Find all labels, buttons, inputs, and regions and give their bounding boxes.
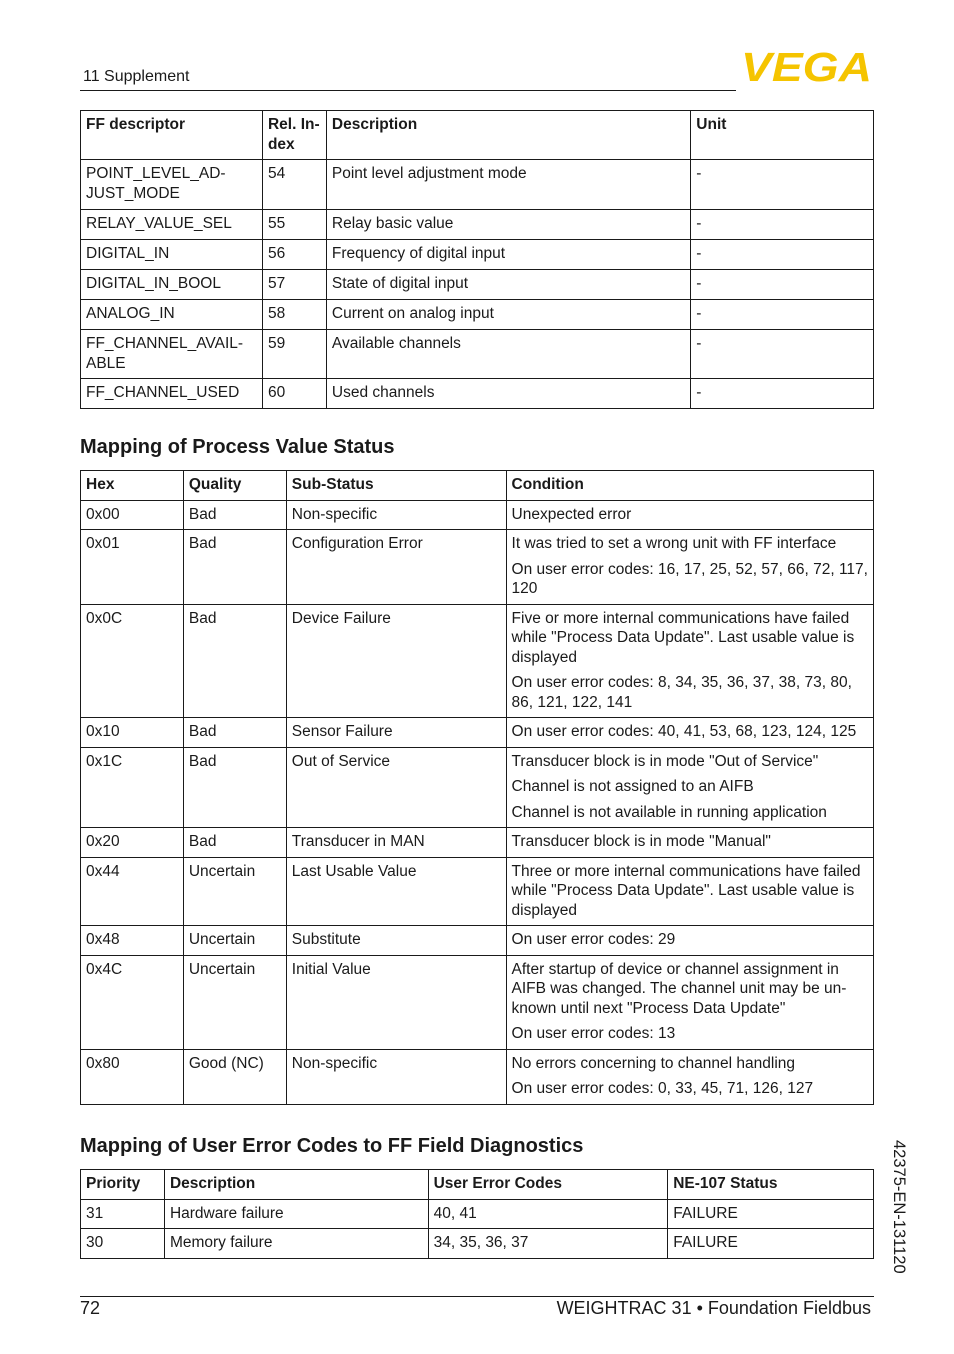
cell-unit: - [691, 270, 874, 300]
section-title-process-value-status: Mapping of Process Value Status [80, 436, 395, 458]
cell-quality: Bad [183, 530, 286, 605]
condition-line: It was tried to set a wrong unit with FF interface [511, 535, 837, 552]
cell-priority: 31 [81, 1199, 165, 1229]
col-quality: Quality [183, 471, 286, 501]
condition-line: Channel is not available in running application [511, 803, 827, 821]
cell-unit: - [691, 210, 874, 240]
col-rel-index: Rel. In-dex [262, 111, 326, 160]
table-row [81, 857, 874, 926]
cell-sub-status: Device Failure [286, 604, 506, 718]
cell-description: Hardware failure [164, 1199, 428, 1229]
cell-condition [506, 1049, 873, 1104]
table-row [81, 926, 874, 956]
cell-hex: 0x80 [81, 1049, 184, 1104]
cell-sub-status: Initial Value [286, 955, 506, 1049]
table-row [81, 1199, 874, 1229]
section-title-user-error-codes: Mapping of User Error Codes to FF Field Diagnostics [80, 1135, 584, 1157]
cell-rel-index: 56 [262, 240, 326, 270]
cell-condition [506, 500, 873, 530]
table-row [81, 604, 874, 718]
cell-quality: Good (NC) [183, 1049, 286, 1104]
cell-quality: Uncertain [183, 955, 286, 1049]
cell-sub-status: Transducer in MAN [286, 828, 506, 858]
cell-quality: Bad [183, 828, 286, 858]
cell-description: Memory failure [164, 1229, 428, 1259]
document-title: WEIGHTRAC 31 • Foundation Fieldbus [556, 1298, 871, 1318]
table-row [81, 828, 874, 858]
cell-hex: 0x48 [81, 926, 184, 956]
cell-condition [506, 747, 873, 828]
cell-description: Relay basic value [326, 210, 690, 240]
table-row [81, 210, 874, 240]
cell-sub-status: Substitute [286, 926, 506, 956]
cell-descriptor: RELAY_VALUE_SEL [81, 210, 263, 240]
cell-condition [506, 926, 873, 956]
table-row [81, 330, 874, 379]
cell-quality: Uncertain [183, 926, 286, 956]
cell-description: Point level adjustment mode [326, 160, 690, 210]
cell-sub-status: Sensor Failure [286, 718, 506, 748]
cell-quality: Bad [183, 747, 286, 828]
cell-rel-index: 57 [262, 270, 326, 300]
cell-unit: - [691, 300, 874, 330]
condition-line: On user error codes: 0, 33, 45, 71, 126, 127 [511, 1080, 814, 1097]
condition-line: On user error codes: 40, 41, 53, 68, 123, 124, 125 [511, 723, 857, 740]
vega-logo [741, 48, 873, 84]
cell-user-error-codes: 34, 35, 36, 37 [428, 1229, 668, 1259]
col-unit: Unit [691, 111, 874, 160]
cell-rel-index: 59 [262, 330, 326, 379]
cell-hex: 0x20 [81, 828, 184, 858]
cell-hex: 0x1C [81, 747, 184, 828]
table-row [81, 500, 874, 530]
cell-sub-status: Non-specific [286, 1049, 506, 1104]
cell-descriptor: ANALOG_IN [81, 300, 263, 330]
table-row [81, 747, 874, 828]
condition-line: After startup of device or channel assignment in AIFB was changed. The channel unit may be un-known until next "Process Data Update" [511, 960, 847, 1017]
condition-line: Unexpected error [511, 505, 632, 523]
cell-ne107-status: FAILURE [668, 1199, 874, 1229]
col-condition: Condition [506, 471, 873, 501]
table-row [81, 718, 874, 748]
cell-condition [506, 530, 873, 605]
condition-line: No errors concerning to channel handling [511, 1054, 796, 1072]
col-sub-status: Sub-Status [286, 471, 506, 501]
cell-description: Current on analog input [326, 300, 690, 330]
cell-hex: 0x10 [81, 718, 184, 748]
table-header-row [81, 471, 874, 501]
col-description: Description [164, 1170, 428, 1200]
table-row [81, 160, 874, 210]
cell-condition [506, 828, 873, 858]
cell-condition [506, 604, 873, 718]
document-id [878, 1140, 918, 1290]
table-row [81, 240, 874, 270]
cell-hex: 0x00 [81, 500, 184, 530]
process-value-status-table [80, 470, 874, 1105]
cell-descriptor: DIGITAL_IN [81, 240, 263, 270]
table-row [81, 1229, 874, 1259]
document-id-text: 42375-EN-131120 [890, 1140, 908, 1274]
cell-quality: Uncertain [183, 857, 286, 926]
cell-ne107-status: FAILURE [668, 1229, 874, 1259]
condition-line: Three or more internal communications have failed while "Process Data Update". Last usable value is displayed [511, 862, 861, 919]
table-row [81, 955, 874, 1049]
cell-condition [506, 857, 873, 926]
cell-unit: - [691, 330, 874, 379]
cell-hex: 0x01 [81, 530, 184, 605]
cell-hex: 0x44 [81, 857, 184, 926]
col-priority: Priority [81, 1170, 165, 1200]
user-error-codes-table [80, 1169, 874, 1259]
svg-text:VEGA: VEGA [741, 48, 872, 84]
cell-quality: Bad [183, 604, 286, 718]
condition-line: Transducer block is in mode "Out of Service" [511, 752, 819, 770]
page-number: 72 [80, 1298, 101, 1318]
cell-user-error-codes: 40, 41 [428, 1199, 668, 1229]
cell-sub-status: Out of Service [286, 747, 506, 828]
col-description: Description [326, 111, 690, 160]
condition-line: On user error codes: 8, 34, 35, 36, 37, 38, 73, 80, 86, 121, 122, 141 [511, 674, 852, 711]
section-header: 11 Supplement [83, 68, 190, 85]
cell-hex: 0x0C [81, 604, 184, 718]
cell-descriptor: FF_CHANNEL_USED [81, 379, 263, 409]
table-row [81, 300, 874, 330]
condition-line: Transducer block is in mode "Manual" [511, 833, 771, 850]
condition-line: On user error codes: 29 [511, 931, 676, 948]
condition-line: On user error codes: 16, 17, 25, 52, 57, 66, 72, 117, 120 [511, 560, 868, 597]
cell-sub-status: Last Usable Value [286, 857, 506, 926]
cell-unit: - [691, 160, 874, 210]
cell-description: State of digital input [326, 270, 690, 300]
table-header-row [81, 1170, 874, 1200]
cell-sub-status: Non-specific [286, 500, 506, 530]
table-row [81, 270, 874, 300]
cell-condition [506, 718, 873, 748]
cell-unit: - [691, 379, 874, 409]
cell-rel-index: 54 [262, 160, 326, 210]
col-ff-descriptor: FF descriptor [81, 111, 263, 160]
col-ne107-status: NE-107 Status [668, 1170, 874, 1200]
col-hex: Hex [81, 471, 184, 501]
cell-description: Available channels [326, 330, 690, 379]
cell-sub-status: Configuration Error [286, 530, 506, 605]
cell-descriptor: POINT_LEVEL_AD-JUST_MODE [81, 160, 263, 210]
condition-line: On user error codes: 13 [511, 1025, 676, 1042]
col-user-error-codes: User Error Codes [428, 1170, 668, 1200]
cell-description: Used channels [326, 379, 690, 409]
table-header-row [81, 111, 874, 160]
condition-line: Five or more internal communications have failed while "Process Data Update". Last usable value is displayed [511, 609, 855, 666]
condition-line: Channel is not assigned to an AIFB [511, 778, 754, 795]
table-row [81, 530, 874, 605]
cell-unit: - [691, 240, 874, 270]
header-divider [80, 90, 736, 91]
table-row [81, 379, 874, 409]
cell-hex: 0x4C [81, 955, 184, 1049]
ff-descriptor-table [80, 110, 874, 409]
cell-rel-index: 55 [262, 210, 326, 240]
cell-rel-index: 60 [262, 379, 326, 409]
cell-priority: 30 [81, 1229, 165, 1259]
cell-descriptor: DIGITAL_IN_BOOL [81, 270, 263, 300]
cell-quality: Bad [183, 718, 286, 748]
cell-descriptor: FF_CHANNEL_AVAIL-ABLE [81, 330, 263, 379]
cell-quality: Bad [183, 500, 286, 530]
footer-divider [80, 1296, 874, 1297]
table-row [81, 1049, 874, 1104]
cell-description: Frequency of digital input [326, 240, 690, 270]
cell-condition [506, 955, 873, 1049]
cell-rel-index: 58 [262, 300, 326, 330]
